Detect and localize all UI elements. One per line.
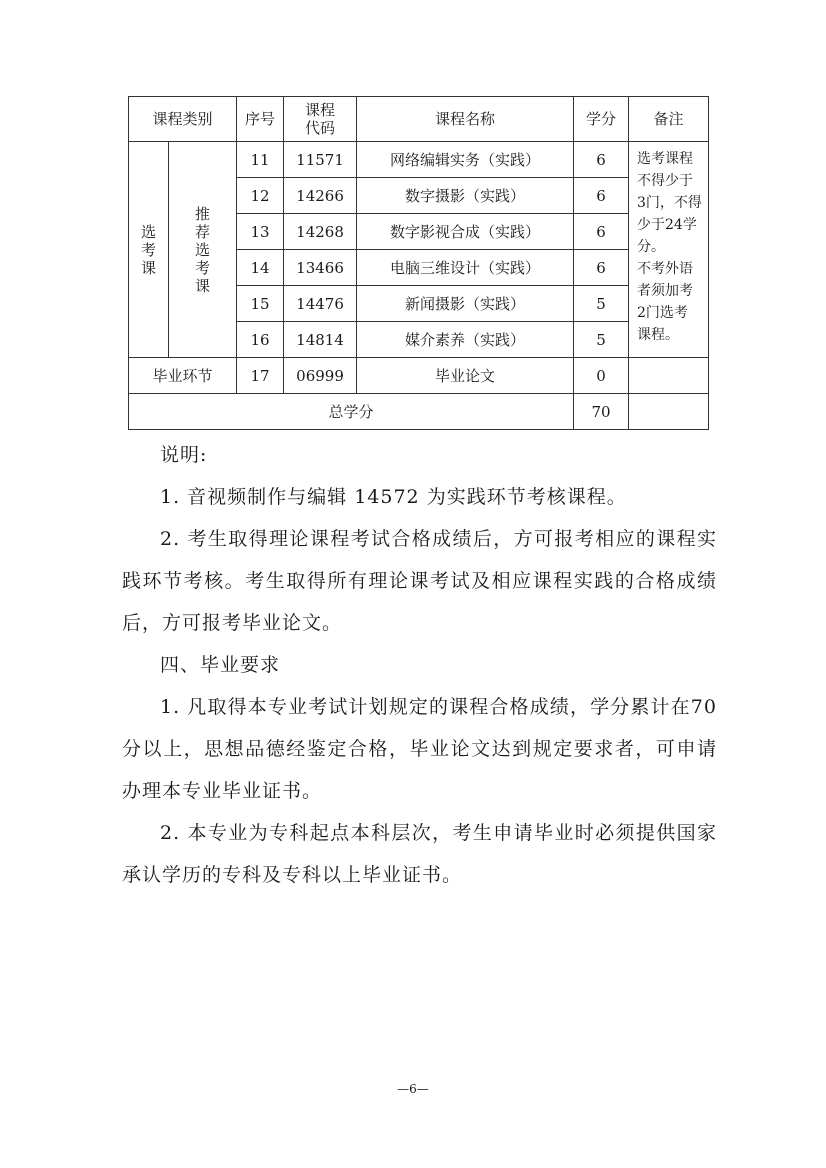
group-inner-char: 选 bbox=[195, 240, 211, 259]
cell-seq: 11 bbox=[237, 142, 284, 178]
cell-name: 新闻摄影（实践） bbox=[357, 286, 574, 322]
cell-code: 14814 bbox=[284, 322, 357, 358]
group-outer-char: 考 bbox=[140, 240, 156, 259]
cell-seq: 15 bbox=[237, 286, 284, 322]
cell-name: 网络编辑实务（实践） bbox=[357, 142, 574, 178]
remark-line: 选考课程 bbox=[637, 151, 694, 167]
cell-credit: 6 bbox=[574, 250, 629, 286]
total-row bbox=[129, 394, 709, 430]
group-inner-char: 推 bbox=[195, 204, 211, 223]
group-outer-char: 选 bbox=[140, 222, 156, 241]
cell-category: 毕业环节 bbox=[129, 358, 237, 394]
header-name: 课程名称 bbox=[357, 97, 574, 142]
remark-line: 少于24学 bbox=[637, 217, 697, 233]
cell-credit: 5 bbox=[574, 286, 629, 322]
cell-seq: 12 bbox=[237, 178, 284, 214]
group-inner-char: 荐 bbox=[195, 222, 211, 241]
remark-cell bbox=[629, 142, 709, 358]
group-outer-char: 课 bbox=[140, 258, 156, 277]
cell-credit: 5 bbox=[574, 322, 629, 358]
cell-seq: 14 bbox=[237, 250, 284, 286]
notes-item-2: 2. 考生取得理论课程考试合格成绩后，方可报考相应的课程实践环节考核。考生取得所有理论课考试及相应课程实践的合格成绩后，方可报考毕业论文。 bbox=[122, 528, 717, 634]
header-code bbox=[284, 97, 357, 142]
header-code-line1: 课程 bbox=[305, 101, 336, 119]
total-credit: 70 bbox=[574, 394, 629, 430]
cell-seq: 13 bbox=[237, 214, 284, 250]
remark-line: 分。 bbox=[637, 239, 666, 255]
group-inner-char: 课 bbox=[195, 276, 211, 295]
remark-line: 者须加考 bbox=[637, 283, 694, 299]
cell-code: 06999 bbox=[284, 358, 357, 394]
notes-section bbox=[122, 434, 717, 896]
course-table bbox=[128, 96, 709, 430]
header-category: 课程类别 bbox=[129, 97, 237, 142]
page-number: —6— bbox=[397, 1082, 429, 1096]
cell-seq: 16 bbox=[237, 322, 284, 358]
remark-line: 不得少于 bbox=[637, 173, 694, 189]
cell-name: 媒介素养（实践） bbox=[357, 322, 574, 358]
section-item-1: 1. 凡取得本专业考试计划规定的课程合格成绩，学分累计在70分以上，思想品德经鉴定合格，毕业论文达到规定要求者，可申请办理本专业毕业证书。 bbox=[122, 696, 717, 802]
notes-title: 说明: bbox=[160, 444, 208, 466]
cell-credit: 6 bbox=[574, 178, 629, 214]
total-label: 总学分 bbox=[129, 394, 574, 430]
table-header-row bbox=[129, 97, 709, 142]
cell-remark-empty bbox=[629, 358, 709, 394]
remark-line: 课程。 bbox=[637, 327, 680, 343]
cell-credit: 0 bbox=[574, 358, 629, 394]
cell-remark-empty bbox=[629, 394, 709, 430]
group-inner-char: 考 bbox=[195, 258, 211, 277]
group-inner-cell bbox=[169, 142, 237, 358]
cell-name: 电脑三维设计（实践） bbox=[357, 250, 574, 286]
group-outer-cell bbox=[129, 142, 169, 358]
section-item-2: 2. 本专业为专科起点本科层次，考生申请毕业时必须提供国家承认学历的专科及专科以上毕业证书。 bbox=[122, 822, 717, 886]
notes-item-1: 1. 音视频制作与编辑 14572 为实践环节考核课程。 bbox=[160, 486, 627, 508]
header-credit: 学分 bbox=[574, 97, 629, 142]
cell-credit: 6 bbox=[574, 142, 629, 178]
header-remark: 备注 bbox=[629, 97, 709, 142]
graduation-row bbox=[129, 358, 709, 394]
remark-line: 3门，不得 bbox=[637, 195, 702, 211]
cell-code: 11571 bbox=[284, 142, 357, 178]
header-seq: 序号 bbox=[237, 97, 284, 142]
section-title: 四、毕业要求 bbox=[160, 654, 281, 676]
cell-code: 13466 bbox=[284, 250, 357, 286]
cell-name: 数字影视合成（实践） bbox=[357, 214, 574, 250]
cell-seq: 17 bbox=[237, 358, 284, 394]
cell-credit: 6 bbox=[574, 214, 629, 250]
cell-name: 毕业论文 bbox=[357, 358, 574, 394]
cell-name: 数字摄影（实践） bbox=[357, 178, 574, 214]
cell-code: 14266 bbox=[284, 178, 357, 214]
remark-line: 2门选考 bbox=[637, 305, 688, 321]
table-row bbox=[129, 142, 709, 178]
cell-code: 14268 bbox=[284, 214, 357, 250]
header-code-line2: 代码 bbox=[305, 119, 336, 137]
cell-code: 14476 bbox=[284, 286, 357, 322]
remark-line: 不考外语 bbox=[637, 261, 694, 277]
